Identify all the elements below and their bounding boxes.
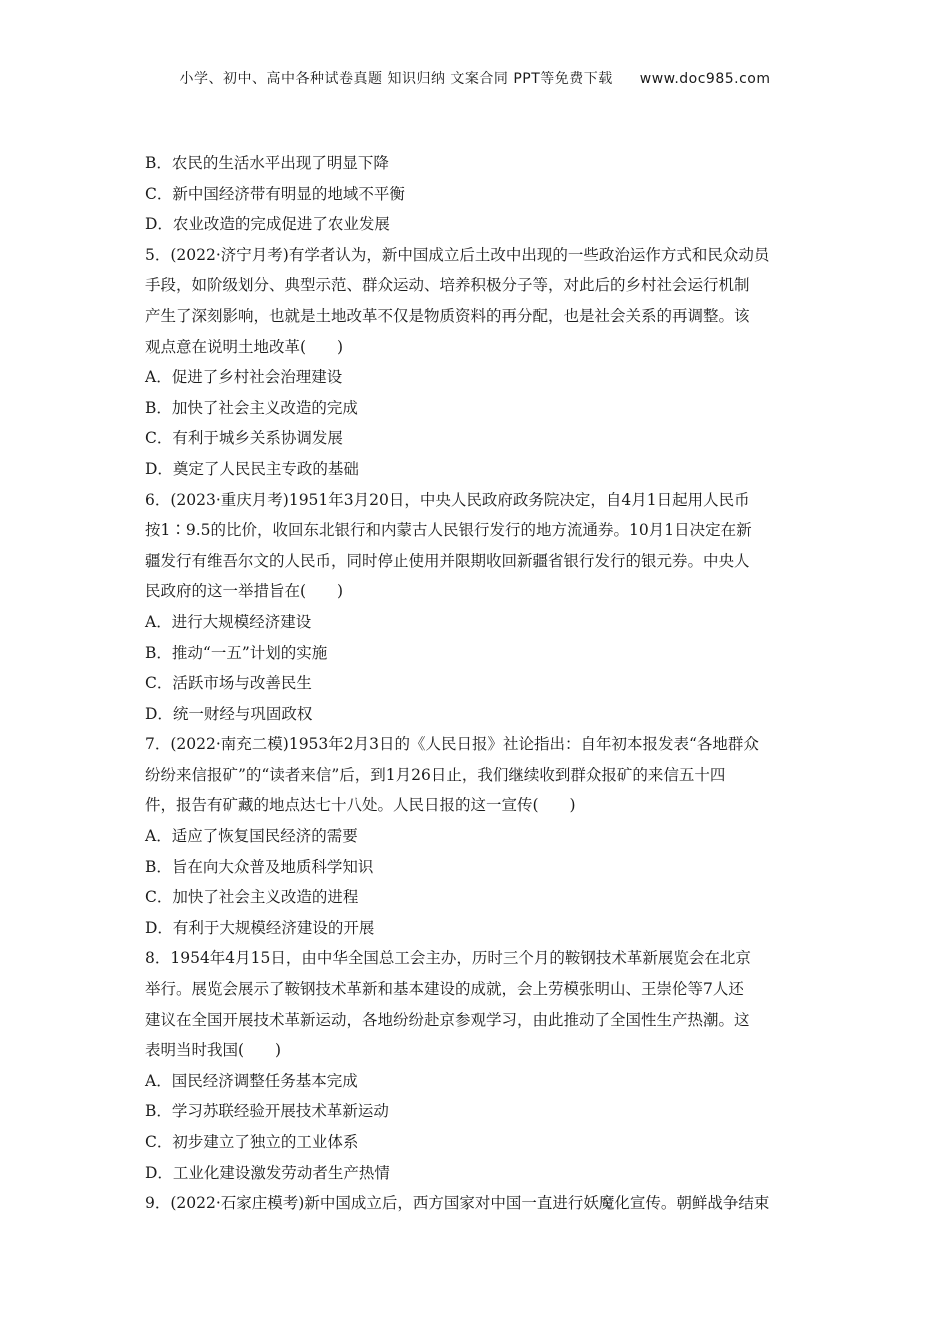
- option-line: C．加快了社会主义改造的进程: [145, 888, 359, 907]
- page-header: [0, 68, 950, 88]
- text-line: 手段，如阶级划分、典型示范、群众运动、培养积极分子等，对此后的乡村社会运行机制: [145, 276, 750, 295]
- text-line: 按1∶9.5的比价，收回东北银行和内蒙古人民银行发行的地方流通券。10月1日决定在新: [145, 521, 752, 540]
- text-line: B．农民的生活水平出现了明显下降: [145, 154, 389, 172]
- option-line: A．国民经济调整任务基本完成: [145, 1071, 358, 1090]
- option-line: D．有利于大规模经济建设的开展: [145, 918, 375, 937]
- text-line: 产生了深刻影响，也就是土地改革不仅是物质资料的再分配，也是社会关系的再调整。该: [145, 306, 750, 325]
- question-7-line: 7．(2022·南充二模)1953年2月3日的《人民日报》社论指出：自年初本报发表“各地群众: [145, 735, 759, 754]
- text-line: 建议在全国开展技术革新运动，各地纷纷赴京参观学习，由此推动了全国性生产热潮。这: [145, 1010, 750, 1029]
- option-line: D．统一财经与巩固政权: [145, 704, 313, 723]
- text-line: D．农业改造的完成促进了农业发展: [145, 215, 390, 234]
- text-line: 纷纷来信报矿”的“读者来信”后，到1月26日止，我们继续收到群众报矿的来信五十四: [145, 765, 726, 784]
- option-line: B．学习苏联经验开展技术革新运动: [145, 1102, 389, 1121]
- text-line: 表明当时我国( ): [145, 1041, 282, 1060]
- option-line: A．进行大规模经济建设: [145, 612, 312, 631]
- option-line: C．有利于城乡关系协调发展: [145, 429, 343, 448]
- option-line: D．工业化建设激发劳动者生产热情: [145, 1163, 390, 1182]
- option-line: C．活跃市场与改善民生: [145, 674, 312, 693]
- question-content: [145, 148, 810, 1219]
- question-9-line: 9．(2022·石家庄模考)新中国成立后，西方国家对中国一直进行妖魔化宣传。朝鲜战争结束: [145, 1194, 770, 1213]
- question-8-line: 8．1954年4月15日，由中华全国总工会主办，历时三个月的鞍钢技术革新展览会在北京: [145, 949, 751, 968]
- text-line: C．新中国经济带有明显的地域不平衡: [145, 184, 405, 203]
- option-line: B．加快了社会主义改造的完成: [145, 398, 358, 417]
- option-line: A．适应了恢复国民经济的需要: [145, 827, 358, 846]
- text-line: 举行。展览会展示了鞍钢技术革新和基本建设的成就，会上劳模张明山、王崇伦等7人还: [145, 980, 744, 999]
- text-line: 观点意在说明土地改革( ): [145, 337, 344, 356]
- option-line: A．促进了乡村社会治理建设: [145, 368, 343, 387]
- option-line: B．推动“一五”计划的实施: [145, 643, 328, 662]
- text-line: 民政府的这一举措旨在( ): [145, 582, 344, 601]
- option-line: C．初步建立了独立的工业体系: [145, 1133, 359, 1151]
- option-line: D．奠定了人民民主专政的基础: [145, 459, 359, 478]
- header-text: 小学、初中、高中各种试卷真题 知识归纳 文案合同 PPT等免费下载: [179, 71, 613, 87]
- question-5-line: 5．(2022·济宁月考)有学者认为，新中国成立后土改中出现的一些政治运作方式和民众动员: [145, 245, 770, 264]
- option-line: B．旨在向大众普及地质科学知识: [145, 857, 374, 876]
- header-site-link[interactable]: www.doc985.com: [639, 71, 771, 87]
- question-6-line: 6．(2023·重庆月考)1951年3月20日，中央人民政府政务院决定，自4月1日起用人民币: [145, 490, 750, 509]
- text-line: 疆发行有维吾尔文的人民币，同时停止使用并限期收回新疆省银行发行的银元券。中央人: [145, 551, 750, 570]
- text-line: 件，报告有矿藏的地点达七十八处。人民日报的这一宣传( ): [145, 796, 576, 815]
